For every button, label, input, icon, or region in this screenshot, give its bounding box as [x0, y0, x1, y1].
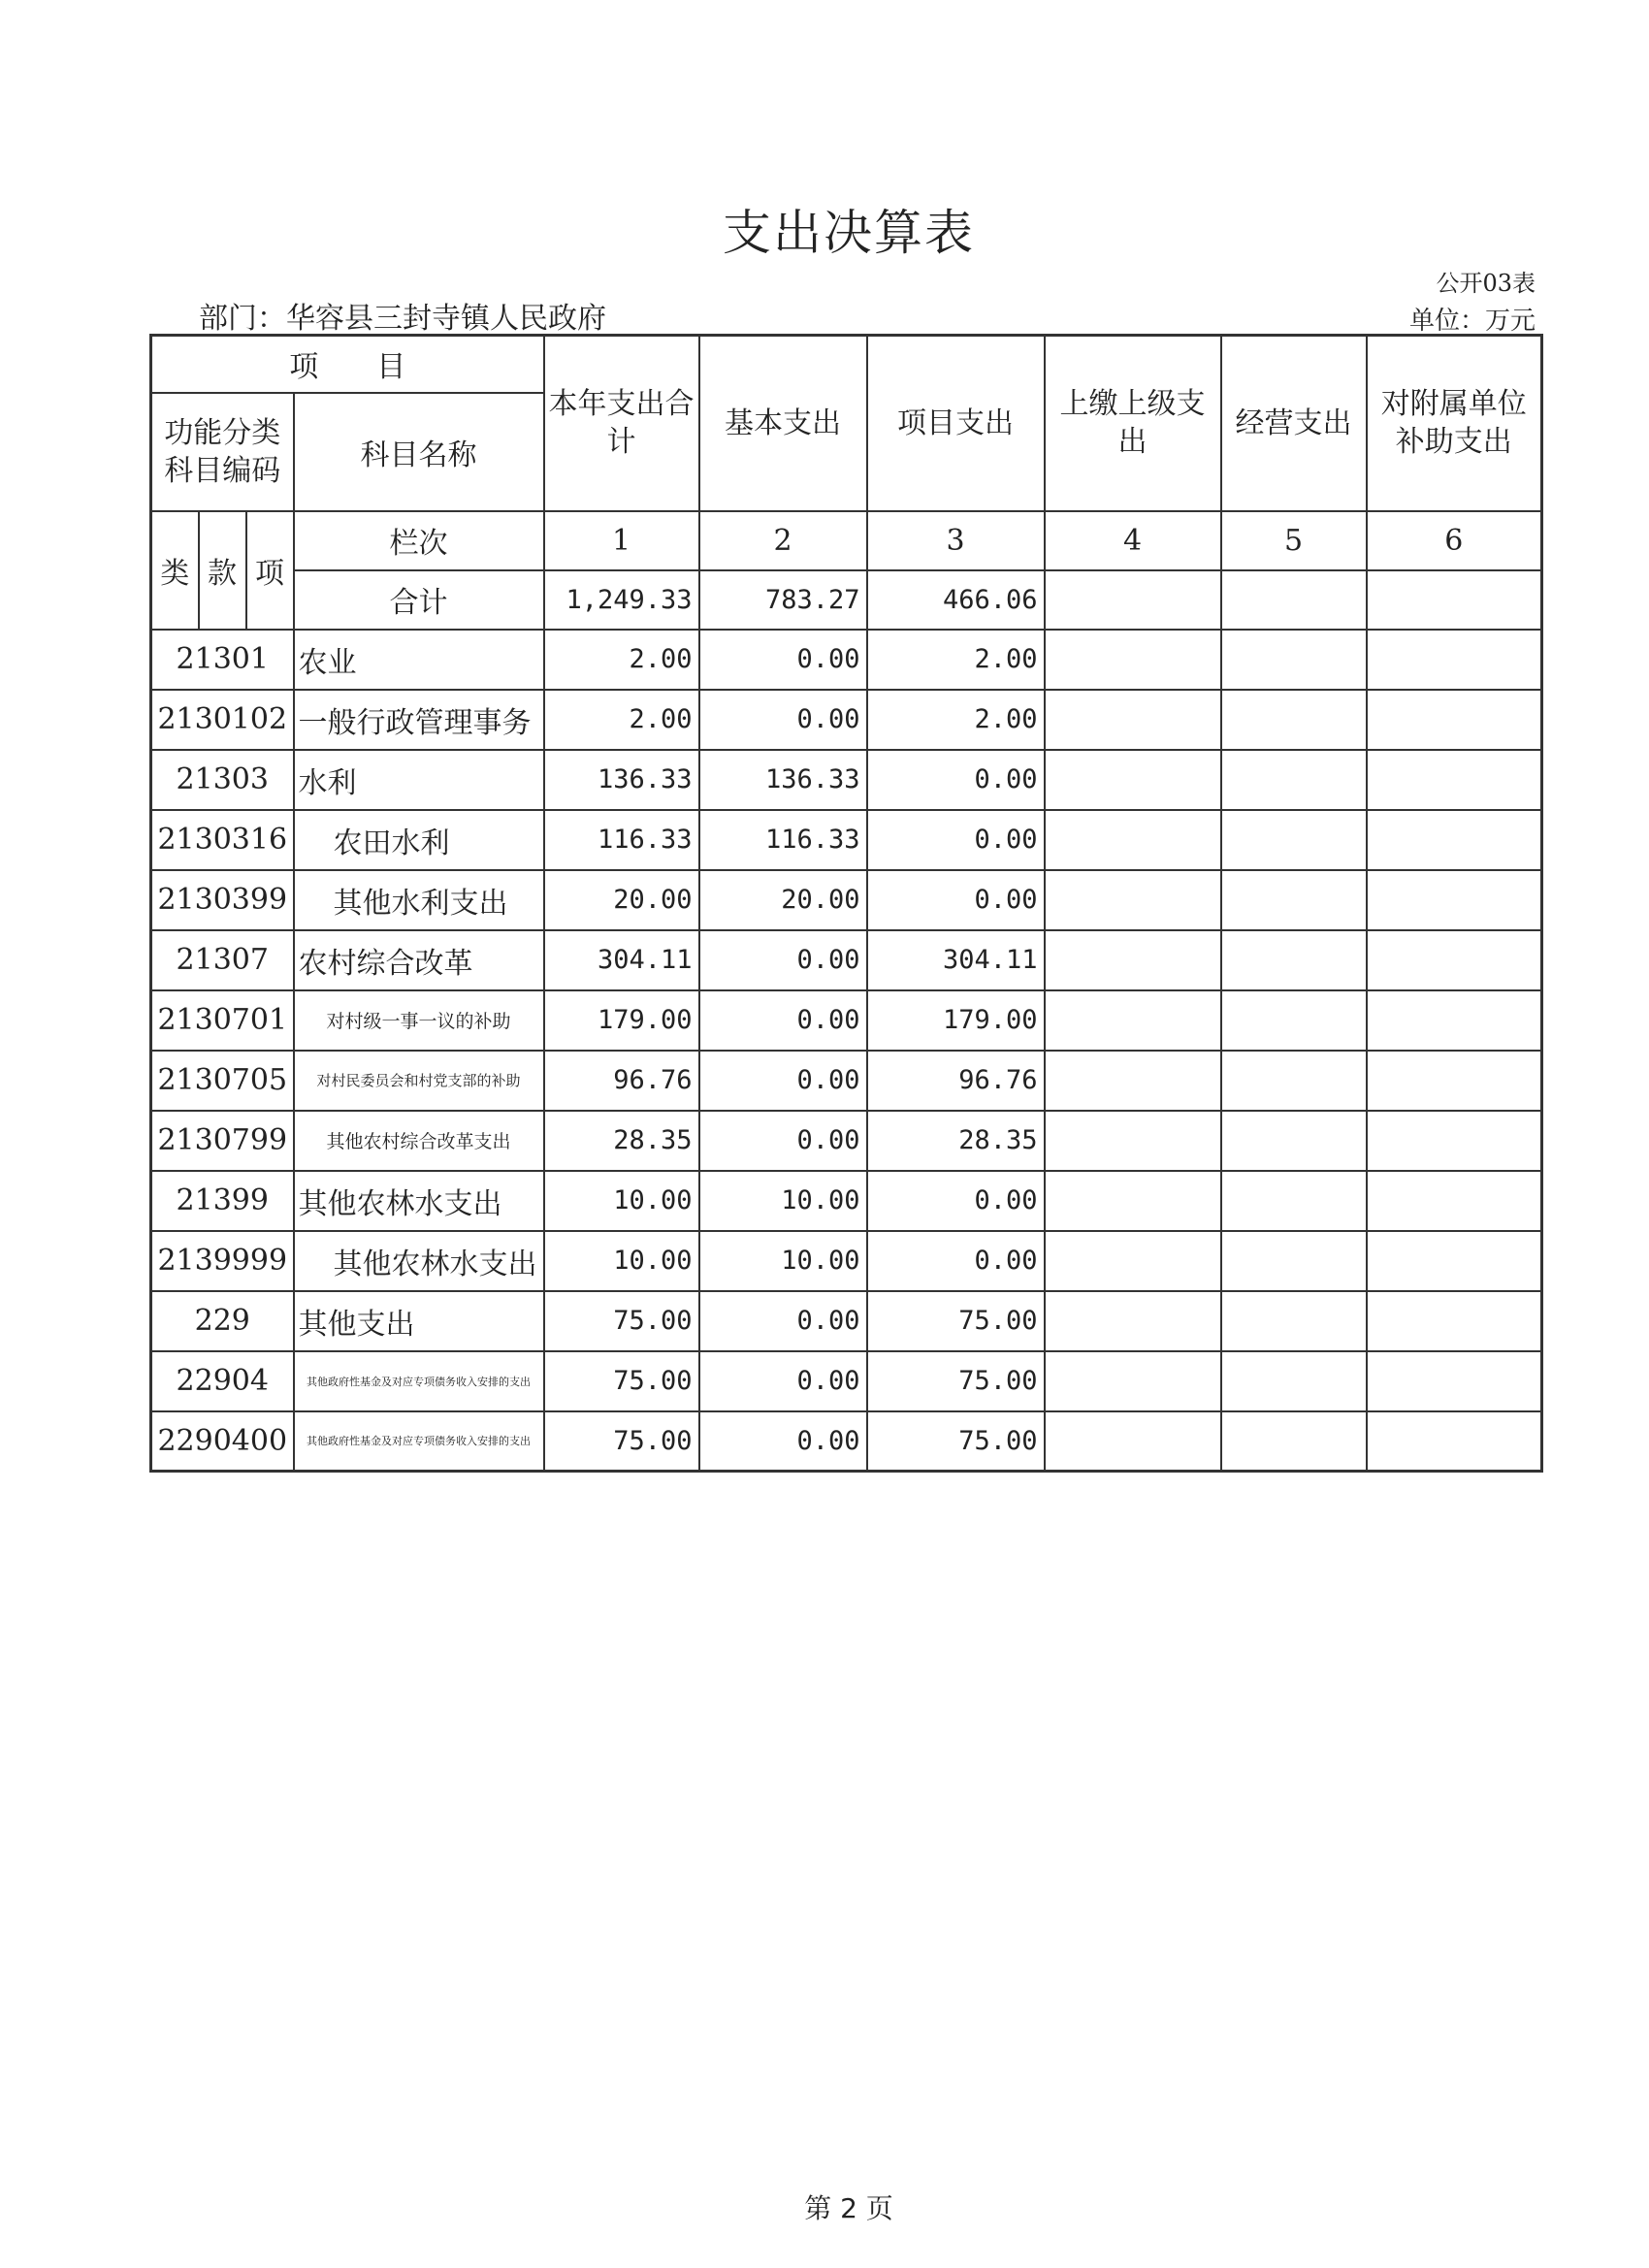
header-item: 项 目: [151, 336, 544, 393]
row-name: 农业: [294, 630, 544, 690]
row-basic: 0.00: [699, 630, 867, 690]
header-column-no: 栏次: [294, 511, 544, 570]
empty-cell: [1367, 990, 1542, 1051]
row-name: 其他支出: [294, 1291, 544, 1351]
row-code: 21301: [151, 630, 294, 690]
table-row: [151, 870, 1542, 930]
empty-cell: [1045, 750, 1221, 810]
table-row: [151, 1351, 1542, 1411]
table-row: [151, 1231, 1542, 1291]
row-name: 其他农林水支出: [294, 1171, 544, 1231]
row-project: 75.00: [867, 1411, 1045, 1472]
row-total: 179.00: [544, 990, 699, 1051]
table-row: [151, 810, 1542, 870]
row-code: 2130316: [151, 810, 294, 870]
row-code: 22904: [151, 1351, 294, 1411]
row-name: 其他政府性基金及对应专项债务收入安排的支出: [294, 1351, 544, 1411]
row-project: 2.00: [867, 690, 1045, 750]
empty-cell: [1045, 930, 1221, 990]
col-no-3: 3: [867, 511, 1045, 570]
empty-cell: [1367, 690, 1542, 750]
empty-cell: [1221, 1231, 1367, 1291]
row-total: 136.33: [544, 750, 699, 810]
table-row: [151, 1111, 1542, 1171]
row-basic: 10.00: [699, 1171, 867, 1231]
col-no-5: 5: [1221, 511, 1367, 570]
row-project: 2.00: [867, 630, 1045, 690]
empty-cell: [1367, 870, 1542, 930]
table-row: [151, 630, 1542, 690]
header-kuan: 款: [199, 511, 246, 630]
row-project: 0.00: [867, 810, 1045, 870]
row-total: 2.00: [544, 690, 699, 750]
empty-cell: [1045, 1291, 1221, 1351]
empty-cell: [1045, 1171, 1221, 1231]
table-row: [151, 930, 1542, 990]
col-no-2: 2: [699, 511, 867, 570]
table-row: [151, 1291, 1542, 1351]
row-code: 2130701: [151, 990, 294, 1051]
table-row: [151, 690, 1542, 750]
total-total: 1,249.33: [544, 570, 699, 630]
empty-cell: [1221, 1291, 1367, 1351]
row-total: 20.00: [544, 870, 699, 930]
header-subject-name: 科目名称: [294, 393, 544, 511]
row-project: 179.00: [867, 990, 1045, 1051]
row-total: 116.33: [544, 810, 699, 870]
empty-cell: [1045, 1411, 1221, 1472]
total-project: 466.06: [867, 570, 1045, 630]
row-project: 304.11: [867, 930, 1045, 990]
empty-cell: [1221, 810, 1367, 870]
row-total: 2.00: [544, 630, 699, 690]
row-total: 10.00: [544, 1171, 699, 1231]
empty-cell: [1367, 930, 1542, 990]
empty-cell: [1221, 570, 1367, 630]
row-code: 2130799: [151, 1111, 294, 1171]
row-total: 304.11: [544, 930, 699, 990]
row-name: 农田水利: [294, 810, 544, 870]
empty-cell: [1045, 630, 1221, 690]
empty-cell: [1221, 1171, 1367, 1231]
row-code: 2130399: [151, 870, 294, 930]
empty-cell: [1367, 1411, 1542, 1472]
row-basic: 0.00: [699, 1291, 867, 1351]
col-no-4: 4: [1045, 511, 1221, 570]
row-project: 0.00: [867, 1231, 1045, 1291]
empty-cell: [1367, 1291, 1542, 1351]
empty-cell: [1221, 930, 1367, 990]
row-basic: 0.00: [699, 990, 867, 1051]
expenditure-table: [149, 334, 1543, 1473]
row-name: 其他农村综合改革支出: [294, 1111, 544, 1171]
header-xiang: 项: [246, 511, 294, 630]
page-title: 支出决算表: [723, 205, 975, 261]
empty-cell: [1367, 810, 1542, 870]
empty-cell: [1221, 690, 1367, 750]
empty-cell: [1367, 1171, 1542, 1231]
row-name: 其他农林水支出: [294, 1231, 544, 1291]
table-row: [151, 1171, 1542, 1231]
empty-cell: [1221, 1051, 1367, 1111]
empty-cell: [1367, 1231, 1542, 1291]
row-total: 96.76: [544, 1051, 699, 1111]
empty-cell: [1045, 690, 1221, 750]
row-code: 21399: [151, 1171, 294, 1231]
col-no-1: 1: [544, 511, 699, 570]
empty-cell: [1367, 750, 1542, 810]
page-number: 第 2 页: [804, 2192, 893, 2224]
row-basic: 20.00: [699, 870, 867, 930]
row-project: 0.00: [867, 750, 1045, 810]
header-func-code: 功能分类科目编码: [151, 393, 294, 511]
empty-cell: [1045, 1051, 1221, 1111]
row-code: 2290400: [151, 1411, 294, 1472]
row-name: 对村民委员会和村党支部的补助: [294, 1051, 544, 1111]
row-project: 28.35: [867, 1111, 1045, 1171]
table-code: 公开03表: [1436, 270, 1536, 297]
row-basic: 116.33: [699, 810, 867, 870]
empty-cell: [1367, 630, 1542, 690]
empty-cell: [1045, 1351, 1221, 1411]
row-total: 75.00: [544, 1411, 699, 1472]
header-business: 经营支出: [1221, 336, 1367, 511]
empty-cell: [1221, 1111, 1367, 1171]
row-basic: 136.33: [699, 750, 867, 810]
table-row: [151, 1051, 1542, 1111]
row-project: 75.00: [867, 1291, 1045, 1351]
empty-cell: [1221, 990, 1367, 1051]
row-basic: 10.00: [699, 1231, 867, 1291]
table-row: [151, 750, 1542, 810]
row-basic: 0.00: [699, 1051, 867, 1111]
empty-cell: [1367, 1111, 1542, 1171]
row-code: 2139999: [151, 1231, 294, 1291]
table-row: [151, 1411, 1542, 1472]
empty-cell: [1367, 570, 1542, 630]
row-basic: 0.00: [699, 690, 867, 750]
row-project: 75.00: [867, 1351, 1045, 1411]
row-total: 75.00: [544, 1291, 699, 1351]
header-subsidy: 对附属单位补助支出: [1367, 336, 1542, 511]
unit-label: 单位：万元: [1408, 307, 1536, 336]
header-lei: 类: [151, 511, 199, 630]
row-code: 21303: [151, 750, 294, 810]
header-basic: 基本支出: [699, 336, 867, 511]
empty-cell: [1221, 630, 1367, 690]
row-total: 75.00: [544, 1351, 699, 1411]
row-project: 96.76: [867, 1051, 1045, 1111]
total-basic: 783.27: [699, 570, 867, 630]
empty-cell: [1367, 1351, 1542, 1411]
empty-cell: [1045, 990, 1221, 1051]
empty-cell: [1221, 750, 1367, 810]
empty-cell: [1221, 870, 1367, 930]
row-basic: 0.00: [699, 1111, 867, 1171]
empty-cell: [1045, 870, 1221, 930]
row-code: 229: [151, 1291, 294, 1351]
row-basic: 0.00: [699, 1411, 867, 1472]
table-row: [151, 990, 1542, 1051]
row-name: 一般行政管理事务: [294, 690, 544, 750]
empty-cell: [1221, 1411, 1367, 1472]
row-name: 其他政府性基金及对应专项债务收入安排的支出: [294, 1411, 544, 1472]
row-name: 对村级一事一议的补助: [294, 990, 544, 1051]
row-project: 0.00: [867, 1171, 1045, 1231]
col-no-6: 6: [1367, 511, 1542, 570]
row-name: 水利: [294, 750, 544, 810]
department-label: 部门：华容县三封寺镇人民政府: [199, 302, 606, 336]
empty-cell: [1045, 1231, 1221, 1291]
empty-cell: [1221, 1351, 1367, 1411]
row-basic: 0.00: [699, 930, 867, 990]
row-project: 0.00: [867, 870, 1045, 930]
empty-cell: [1045, 810, 1221, 870]
empty-cell: [1045, 570, 1221, 630]
row-code: 2130102: [151, 690, 294, 750]
row-name: 其他水利支出: [294, 870, 544, 930]
row-name: 农村综合改革: [294, 930, 544, 990]
total-row: [151, 570, 1542, 630]
header-project: 项目支出: [867, 336, 1045, 511]
row-code: 21307: [151, 930, 294, 990]
row-total: 10.00: [544, 1231, 699, 1291]
empty-cell: [1367, 1051, 1542, 1111]
header-upper: 上缴上级支出: [1045, 336, 1221, 511]
row-code: 2130705: [151, 1051, 294, 1111]
row-total: 28.35: [544, 1111, 699, 1171]
empty-cell: [1045, 1111, 1221, 1171]
total-label: 合计: [294, 570, 544, 630]
header-total: 本年支出合计: [544, 336, 699, 511]
row-basic: 0.00: [699, 1351, 867, 1411]
